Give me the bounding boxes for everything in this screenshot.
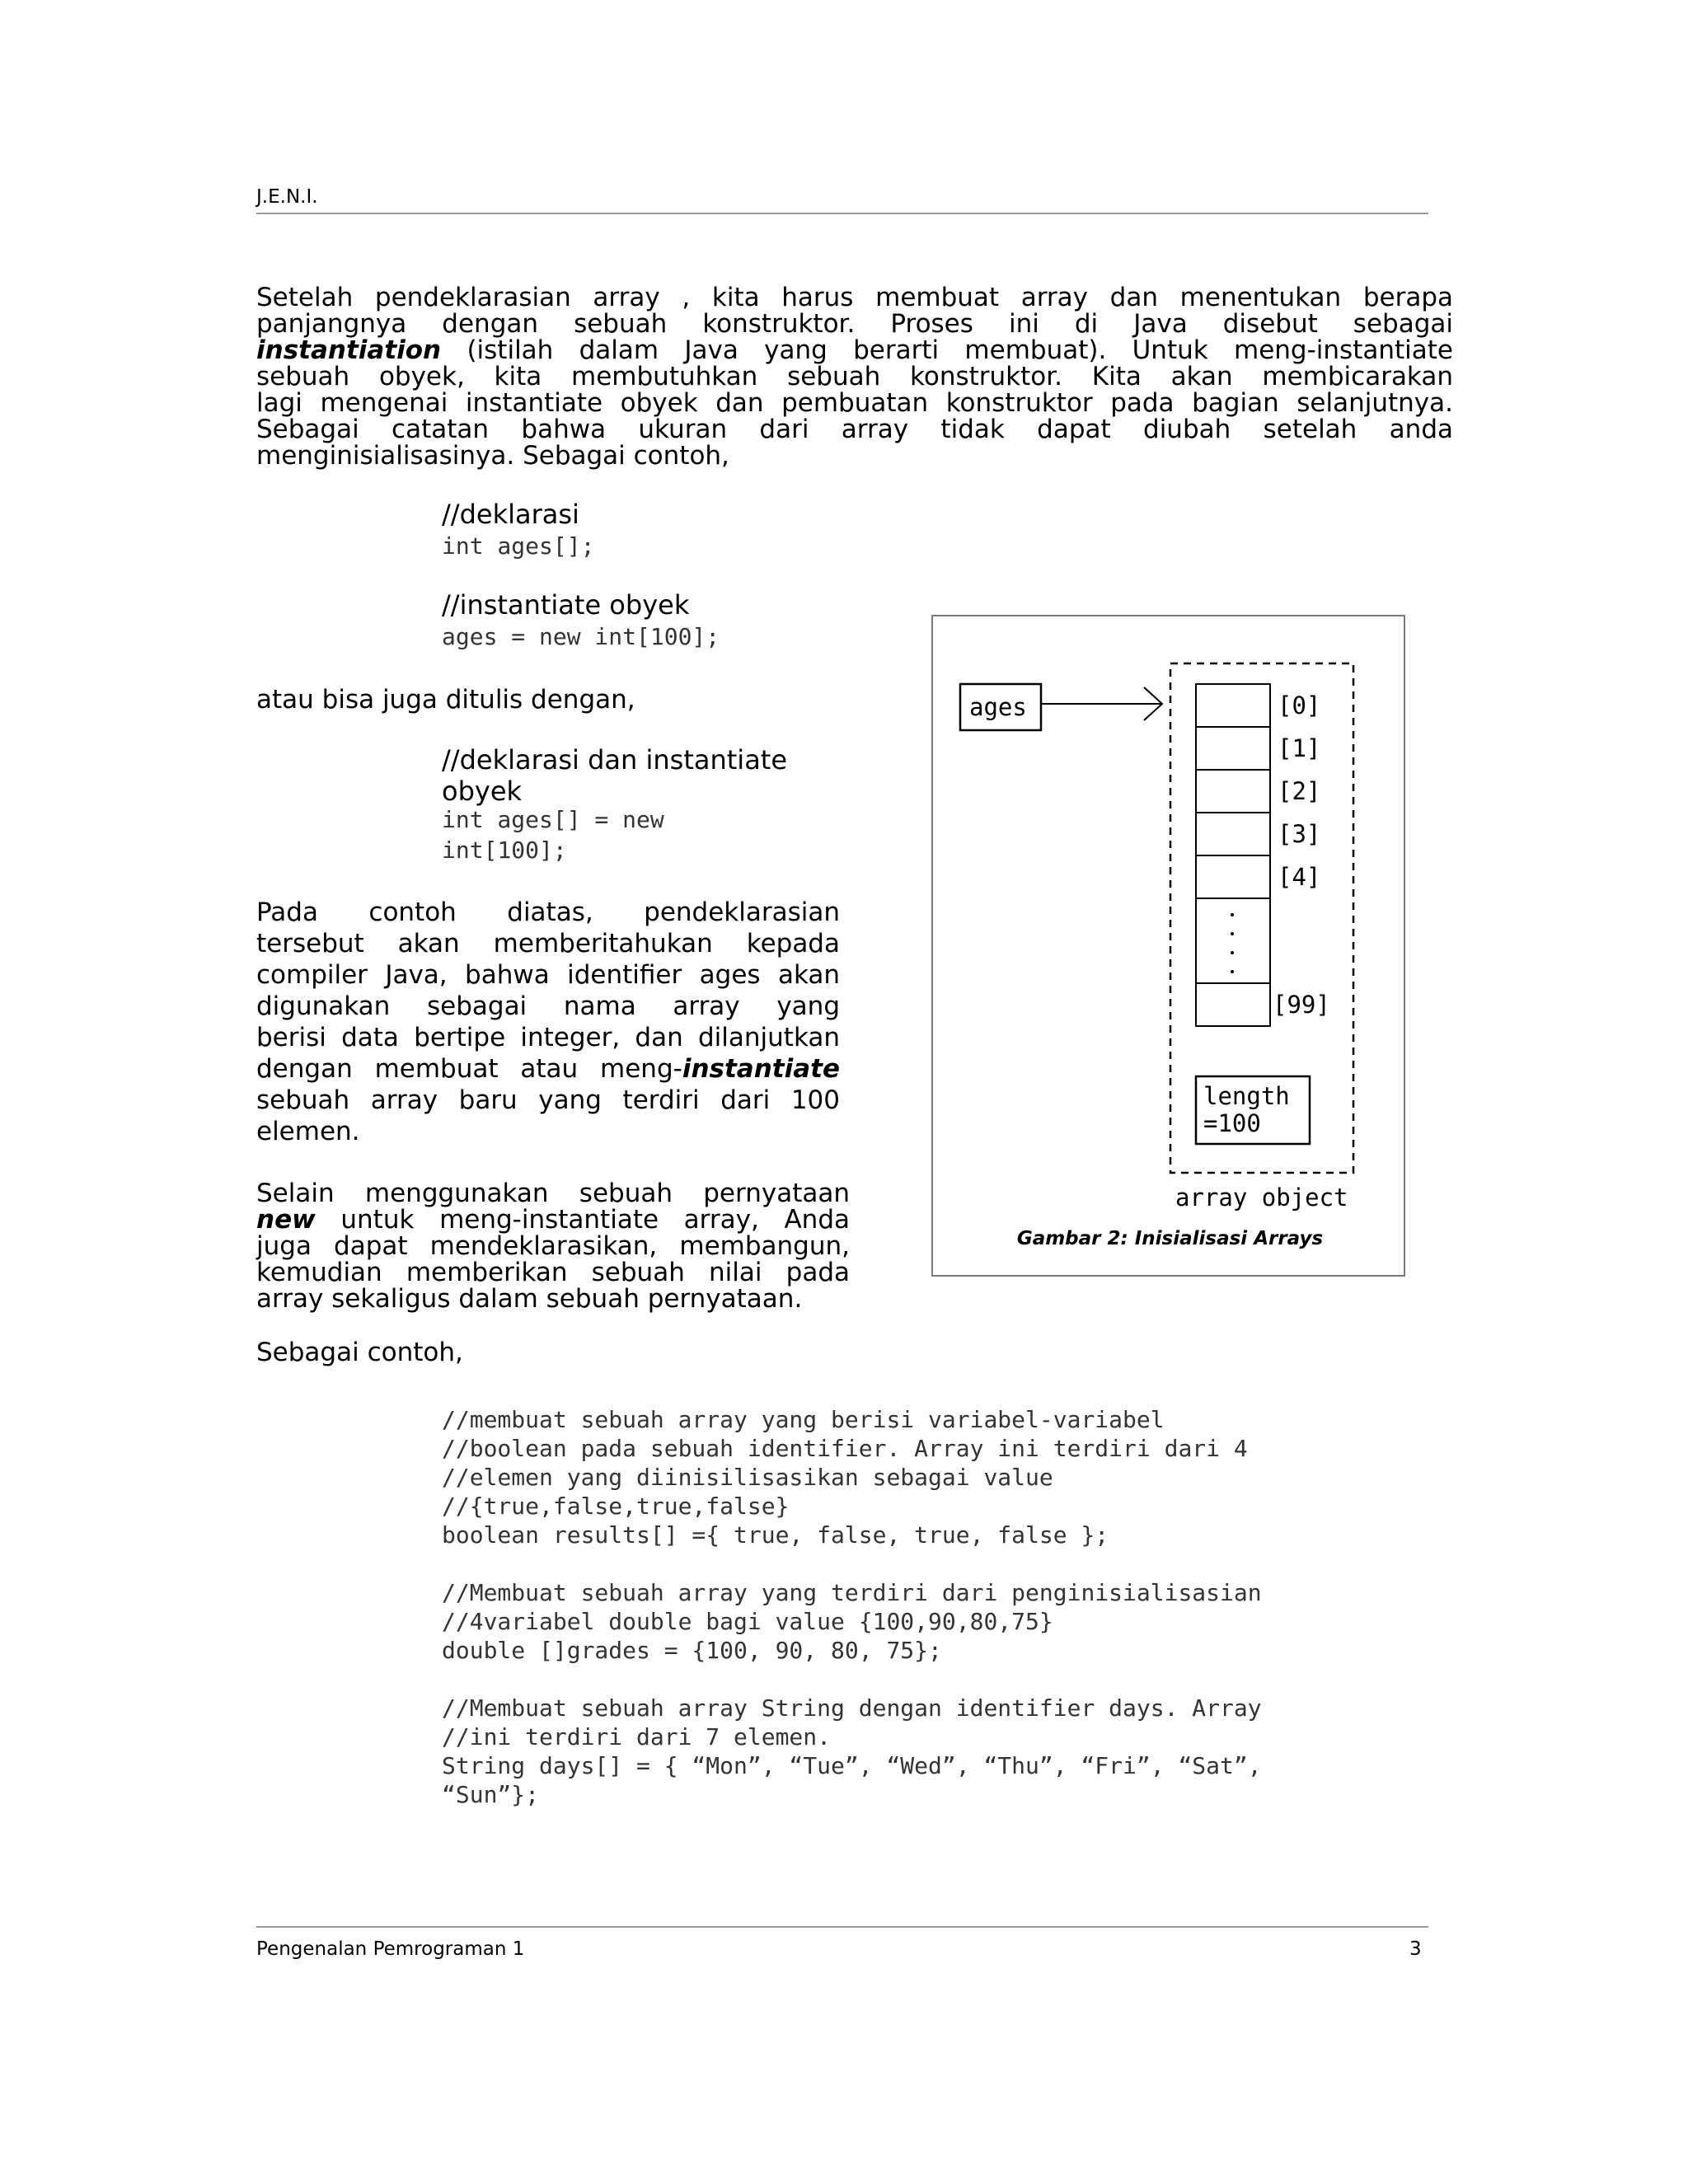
array-cell (1196, 770, 1270, 813)
intro-emphasis: instantiation (256, 335, 442, 365)
ellipsis-dot (1231, 951, 1234, 954)
para3-emphasis: new (256, 1205, 316, 1235)
alt-text: atau bisa juga ditulis dengan, (256, 685, 635, 715)
code3-line: “Sun”}; (442, 1781, 540, 1808)
figure-caption: Gambar 2: Inisialisasi Arrays (1016, 1228, 1324, 1249)
code2-line: int[100]; (442, 837, 567, 864)
index-label: [1] (1278, 734, 1321, 762)
code1-line: ages = new int[100]; (442, 623, 720, 650)
length-label: length (1203, 1082, 1290, 1110)
para2-emphasis: instantiate (682, 1054, 840, 1084)
para2 (256, 897, 840, 1147)
code3-block (442, 1405, 1262, 1809)
para3-line-text: untuk meng-instantiate array, Anda (340, 1205, 850, 1235)
intro-line-text: (istilah dalam Java yang berarti membuat). Untuk meng-instantiate (467, 335, 1453, 365)
ellipsis-dot (1231, 913, 1234, 916)
code1-comment: //deklarasi (442, 499, 579, 530)
para2-line: sebuah array baru yang terdiri dari 100 (256, 1085, 840, 1115)
page-number: 3 (1409, 1938, 1422, 1960)
intro-line: panjangnya dengan sebuah konstruktor. Proses ini di Java disebut sebagai (256, 309, 1453, 339)
code3-line: //membuat sebuah array yang berisi variabel-variabel (442, 1406, 1165, 1433)
intro-paragraph (256, 284, 1453, 469)
intro-line: Setelah pendeklarasian array , kita harus membuat array dan menentukan berapa (256, 283, 1453, 312)
para2-line-text: dengan membuat atau meng- (256, 1054, 682, 1084)
para3-line: kemudian memberikan sebuah nilai pada (256, 1258, 850, 1287)
array-cell (1196, 813, 1270, 855)
code3-line: //{true,false,true,false} (442, 1493, 790, 1520)
code2-line: int ages[] = new (442, 806, 664, 833)
array-cell (1196, 855, 1270, 898)
length-value: =100 (1203, 1109, 1261, 1137)
index-label: [0] (1278, 691, 1321, 719)
code3-line (442, 1665, 1262, 1694)
code3-line: //elemen yang diinisilisasikan sebagai value (442, 1464, 1053, 1491)
code1-line: int ages[]; (442, 532, 595, 560)
code3-line (442, 1549, 1262, 1578)
index-label: [2] (1278, 777, 1321, 805)
example-label: Sebagai contoh, (256, 1338, 463, 1367)
intro-line: lagi mengenai instantiate obyek dan pembuatan konstruktor pada bagian selanjutnya. (256, 388, 1453, 418)
para3 (256, 1180, 850, 1312)
intro-line (256, 337, 1453, 363)
para3-line: juga dapat mendeklarasikan, membangun, (256, 1231, 850, 1261)
code3-line: //boolean pada sebuah identifier. Array ini terdiri dari 4 (442, 1435, 1248, 1462)
header-title: J.E.N.I. (256, 186, 318, 208)
code3-line: //4variabel double bagi value {100,90,80,75} (442, 1608, 1053, 1635)
code1-comment: //instantiate obyek (442, 589, 690, 621)
ellipsis-dot (1231, 932, 1234, 935)
para3-line: array sekaligus dalam sebuah pernyataan. (256, 1284, 803, 1314)
array-diagram (933, 616, 1407, 1278)
intro-line: menginisialisasinya. Sebagai contoh, (256, 441, 729, 471)
header-rule (256, 213, 1428, 214)
array-cell (1196, 983, 1270, 1026)
para2-line: compiler Java, bahwa identifier ages akan (256, 960, 840, 990)
para2-line (256, 1053, 840, 1085)
para2-line: Pada contoh diatas, pendeklarasian (256, 898, 840, 927)
code3-line: String days[] = { “Mon”, “Tue”, “Wed”, “Thu”, “Fri”, “Sat”, (442, 1752, 1262, 1779)
array-cell (1196, 684, 1270, 727)
para2-line: berisi data bertipe integer, dan dilanjutkan (256, 1023, 840, 1052)
para3-line: Selain menggunakan sebuah pernyataan (256, 1179, 850, 1208)
footer-title: Pengenalan Pemrograman 1 (256, 1938, 525, 1960)
array-cell (1196, 727, 1270, 770)
para2-line: elemen. (256, 1117, 360, 1146)
para2-line: tersebut akan memberitahukan kepada (256, 929, 840, 958)
code3-line: double []grades = {100, 90, 80, 75}; (442, 1637, 942, 1664)
figure-box (931, 615, 1405, 1277)
code2-comment: obyek (442, 776, 523, 807)
index-label: [3] (1278, 820, 1321, 848)
code2-comment: //deklarasi dan instantiate (442, 744, 788, 776)
code3-line: //ini terdiri dari 7 elemen. (442, 1723, 832, 1750)
intro-line: Sebagai catatan bahwa ukuran dari array tidak dapat diubah setelah anda (256, 415, 1453, 444)
code3-line: //Membuat sebuah array String dengan identifier days. Array (442, 1694, 1262, 1722)
ages-variable-label: ages (969, 693, 1027, 721)
code3-line: //Membuat sebuah array yang terdiri dari penginisialisasian (442, 1579, 1262, 1606)
para3-line (256, 1207, 850, 1233)
footer-rule (256, 1926, 1428, 1928)
array-object-label: array object (1175, 1183, 1348, 1212)
para2-line: digunakan sebagai nama array yang (256, 991, 840, 1021)
index-label: [99] (1273, 991, 1330, 1019)
index-label: [4] (1278, 863, 1321, 891)
ellipsis-dot (1231, 970, 1234, 973)
intro-line: sebuah obyek, kita membutuhkan sebuah konstruktor. Kita akan membicarakan (256, 362, 1453, 391)
code3-line: boolean results[] ={ true, false, true, false }; (442, 1521, 1109, 1549)
